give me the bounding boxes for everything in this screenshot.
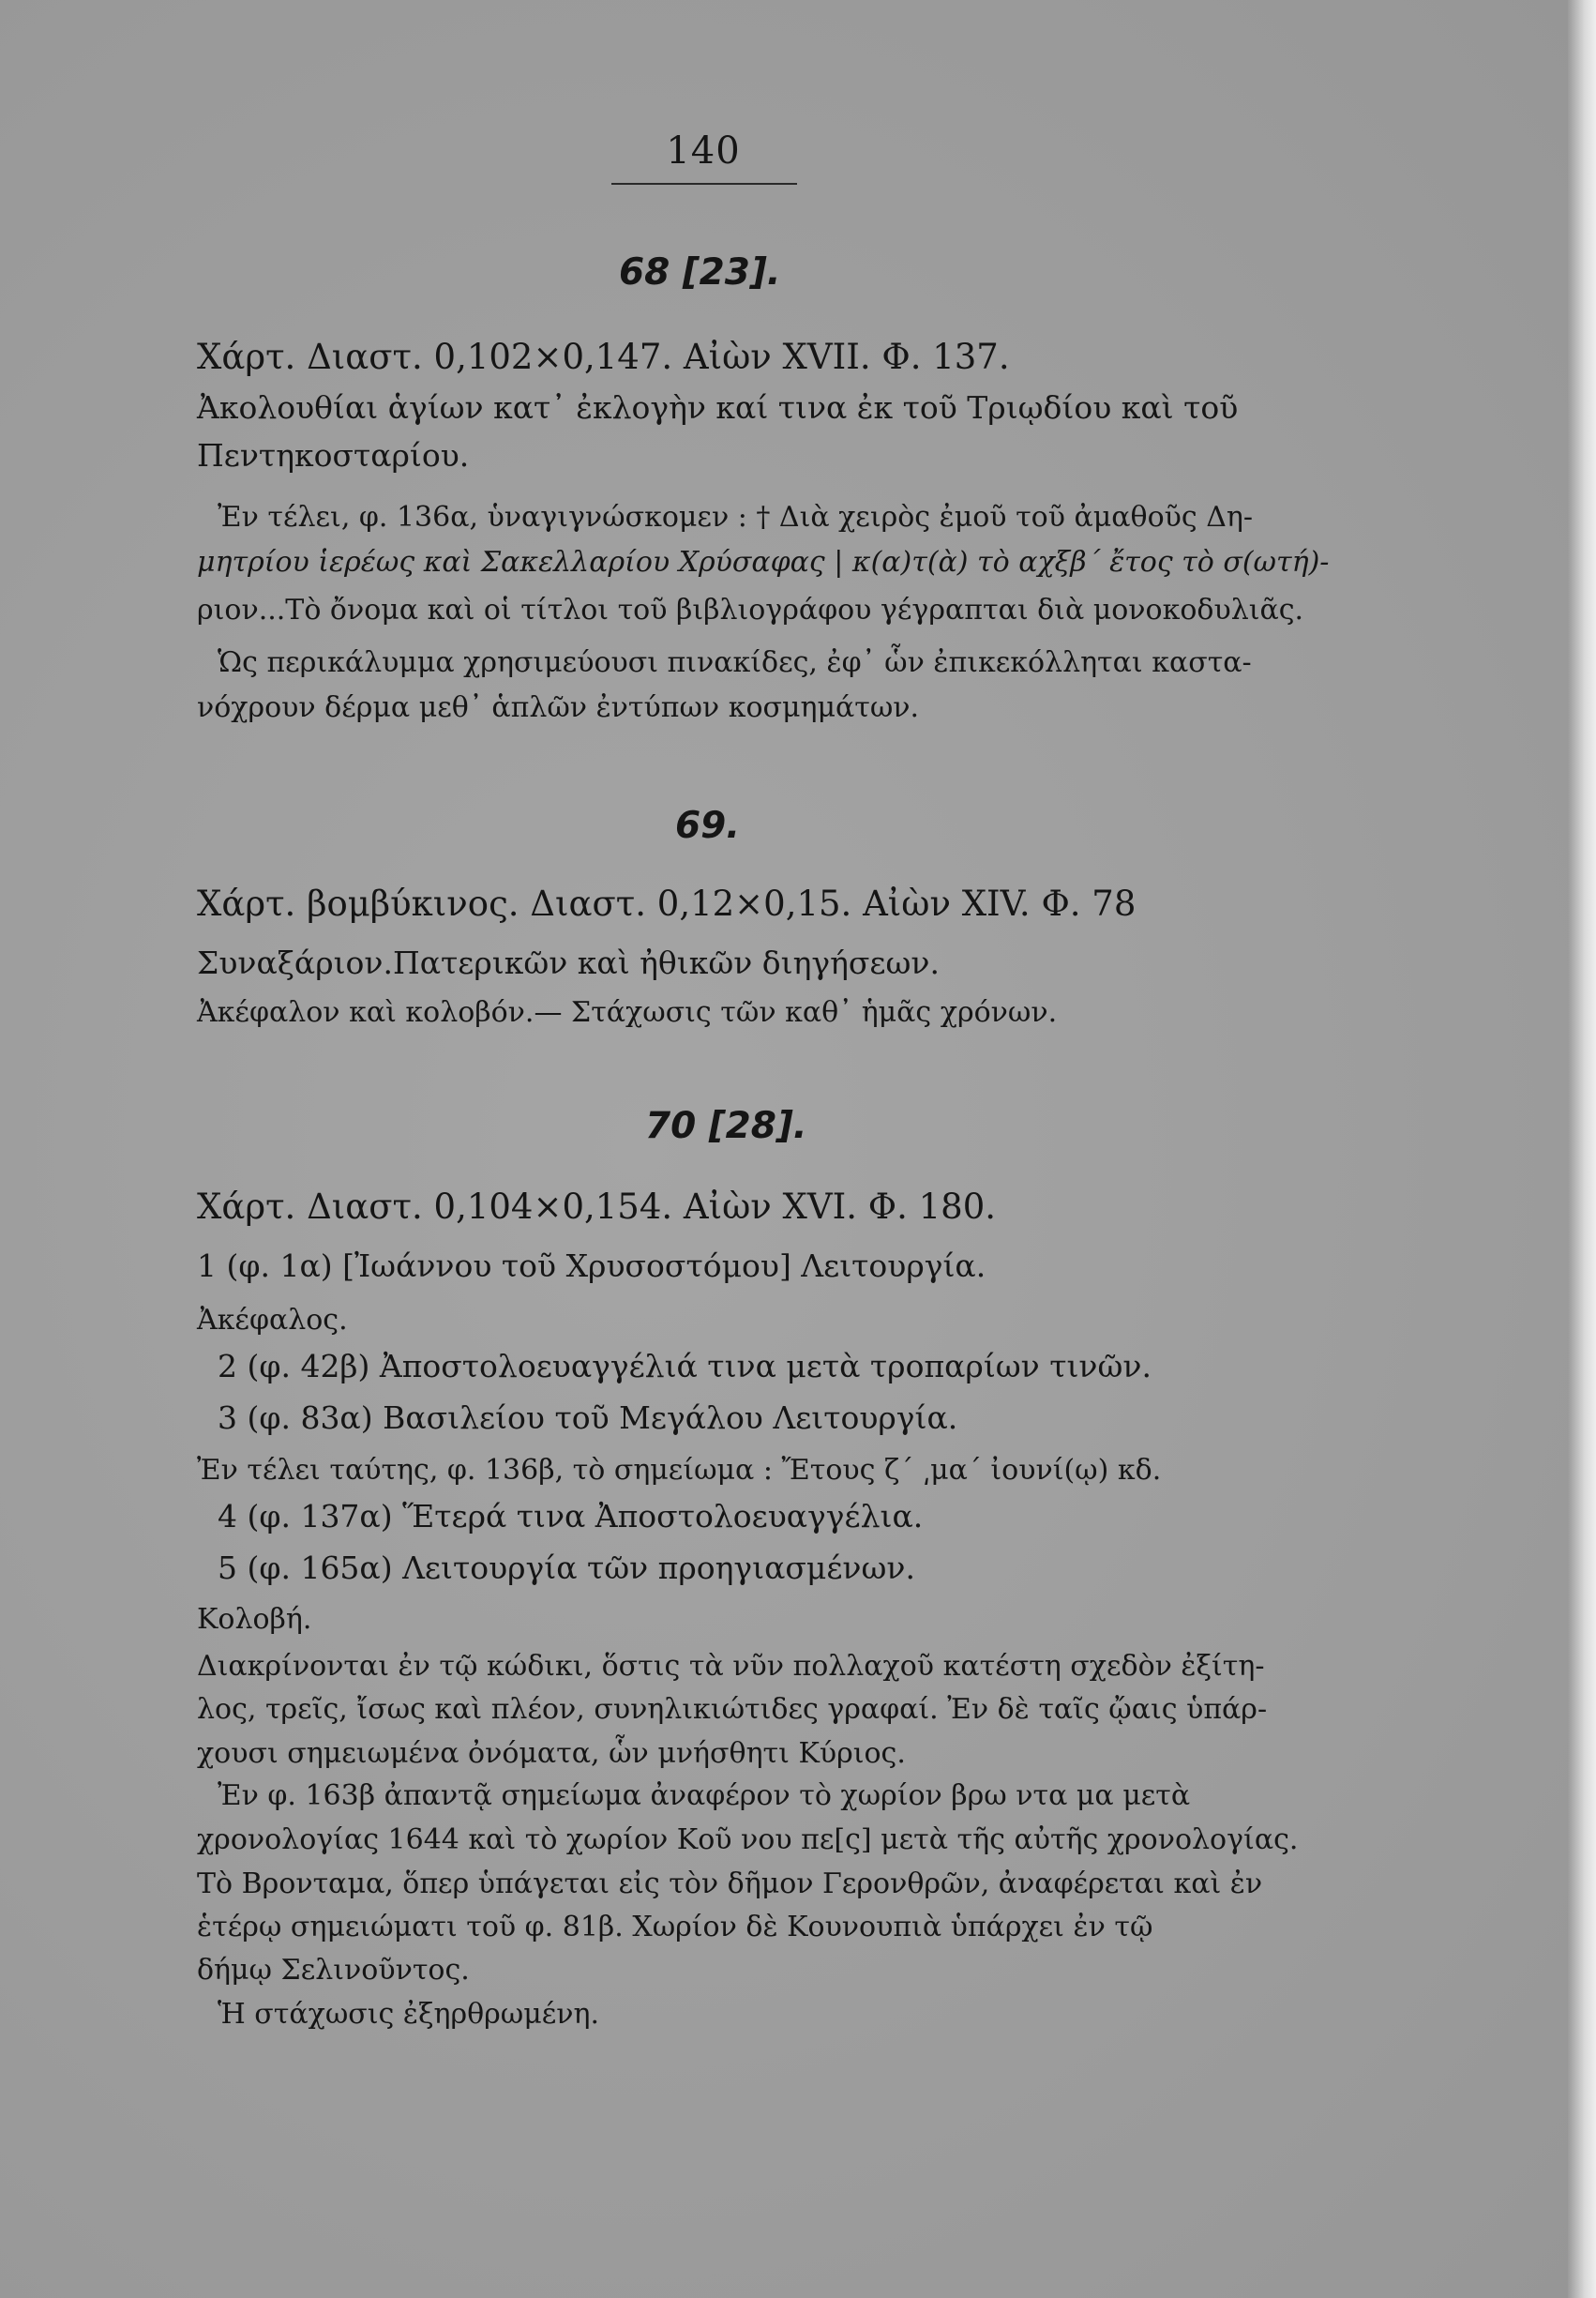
entry-70-line-11: λος, τρεῖς, ἴσως καὶ πλέον, συνηλικιώτιδες γραφαί. Ἐν δὲ ταῖς ᾤαις ὑπάρ- (197, 1693, 1268, 1726)
entry-70-line-8: 5 (φ. 165α) Λειτουργία τῶν προηγιασμένων. (218, 1550, 915, 1586)
page-number-rule (611, 183, 797, 185)
entry-70-line-16: ἑτέρῳ σημειώματι τοῦ φ. 81β. Χωρίον δὲ Κουνουπιὰ ὑπάρχει ἐν τῷ (197, 1911, 1153, 1943)
entry-68-line-1: Χάρτ. Διαστ. 0,102×0,147. Αἰὼν XVII. Φ. 137. (197, 337, 1010, 377)
entry-69-line-3: Ἀκέφαλον καὶ κολοβόν.— Στάχωσις τῶν καθ᾽ ἡμᾶς χρόνων. (197, 996, 1058, 1029)
entry-68-line-6: ριον...Τὸ ὄνομα καὶ οἱ τίτλοι τοῦ βιβλιογράφου γέγραπται διὰ μονοκοδυλιᾶς. (197, 594, 1304, 627)
entry-68-heading: 68 [23]. (619, 251, 781, 294)
entry-70-line-18: Ἡ στάχωσις ἐξηρθρωμένη. (218, 1998, 600, 2031)
entry-70-line-5: 3 (φ. 83α) Βασιλείου τοῦ Μεγάλου Λειτουργία. (218, 1399, 958, 1436)
page-number: 140 (666, 129, 741, 173)
entry-70-line-12: χουσι σημειωμένα ὀνόματα, ὧν μνήσθητι Κύριος. (197, 1737, 906, 1770)
entry-70-line-15: Τὸ Βρονταμα, ὅπερ ὑπάγεται εἰς τὸν δῆμον Γερονθρῶν, ἀναφέρεται καὶ ἐν (197, 1867, 1263, 1900)
entry-70-line-4: 2 (φ. 42β) Ἀποστολοευαγγέλιά τινα μετὰ τροπαρίων τινῶν. (218, 1348, 1152, 1384)
entry-70-line-3: Ἀκέφαλος. (197, 1304, 348, 1337)
entry-70-line-10: Διακρίνονται ἐν τῷ κώδικι, ὅστις τὰ νῦν πολλαχοῦ κατέστη σχεδὸν ἐξίτη- (197, 1650, 1265, 1683)
entry-68-line-8: νόχρουν δέρμα μεθ᾽ ἁπλῶν ἐντύπων κοσμημάτων. (197, 691, 920, 724)
entry-68-line-7: Ὡς περικάλυμμα χρησιμεύουσι πινακίδες, ἐφ᾽ ὧν ἐπικεκόλληται καστα- (218, 646, 1252, 679)
entry-70-line-2: 1 (φ. 1α) [Ἰωάννου τοῦ Χρυσοστόμου] Λειτουργία. (197, 1247, 986, 1284)
entry-70-line-1: Χάρτ. Διαστ. 0,104×0,154. Αἰὼν XVI. Φ. 180. (197, 1187, 996, 1227)
entry-69-heading: 69. (675, 805, 741, 847)
entry-70-line-7: 4 (φ. 137α) Ἕτερά τινα Ἀποστολοευαγγέλια. (218, 1498, 924, 1535)
entry-70-line-6: Ἐν τέλει ταύτης, φ. 136β, τὸ σημείωμα : Ἔτους ζ΄ ͵μα΄ ἰουνί(ῳ) κδ. (197, 1454, 1162, 1487)
entry-70-line-14: χρονολογίας 1644 καὶ τὸ χωρίον Κοῦ νου πε[ς] μετὰ τῆς αὐτῆς χρονολογίας. (197, 1823, 1299, 1856)
entry-70-heading: 70 [28]. (645, 1105, 807, 1147)
entry-70-line-9: Κολοβή. (197, 1603, 312, 1636)
entry-70-line-13: Ἐν φ. 163β ἀπαντᾷ σημείωμα ἀναφέρον τὸ χωρίον βρω ντα μα μετὰ (218, 1779, 1191, 1812)
entry-69-line-2: Συναξάριον.Πατερικῶν καὶ ἠθικῶν διηγήσεων. (197, 945, 940, 981)
entry-68-line-3: Πεντηκοσταρίου. (197, 437, 470, 474)
entry-70-line-17: δήμῳ Σελινοῦντος. (197, 1954, 470, 1987)
entry-69-line-1: Χάρτ. βομβύκινος. Διαστ. 0,12×0,15. Αἰὼν XIV. Φ. 78 (197, 884, 1137, 924)
entry-68-line-2: Ἀκολουθίαι ἁγίων κατ᾽ ἐκλογὴν καί τινα ἐκ τοῦ Τριῳδίου καὶ τοῦ (197, 389, 1239, 426)
entry-68-line-5: μητρίου ἱερέως καὶ Σακελλαρίου Χρύσαφας | κ(α)τ(ὰ) τὸ αχξβ΄ ἔτος τὸ σ(ωτή)- (197, 546, 1330, 579)
page-edge (1568, 0, 1596, 2298)
entry-68-line-4: Ἐν τέλει, φ. 136α, ὑναγιγνώσκομεν : † Διὰ χειρὸς ἐμοῦ τοῦ ἀμαθοῦς Δη- (218, 501, 1253, 534)
